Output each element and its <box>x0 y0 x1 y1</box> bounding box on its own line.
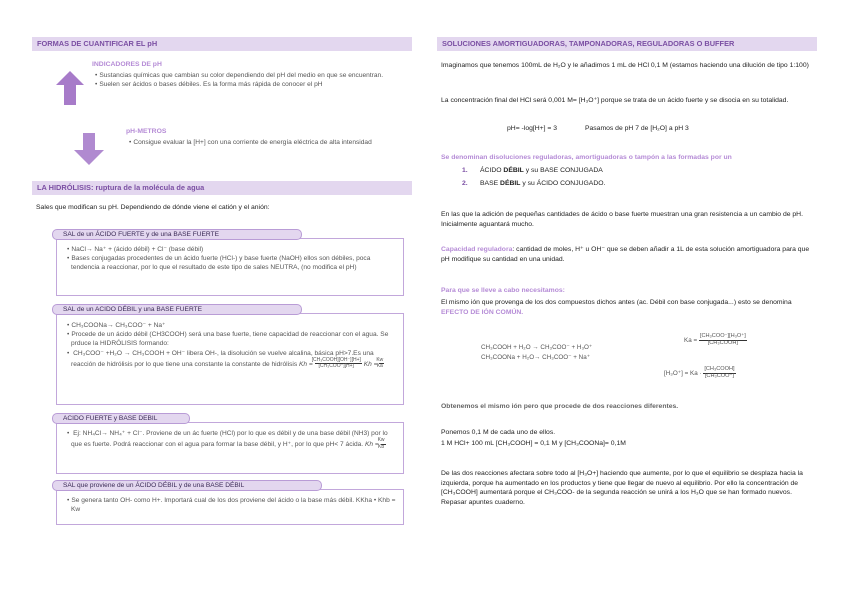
indicadores-block <box>92 61 392 89</box>
arrow-down-icon <box>74 133 104 165</box>
box1-content <box>64 245 398 273</box>
box4-item-1: • Se genera tanto OH- como H+. Importará cual de los dos proviene del ácido o la base más débil. KKha • Khb = Kw <box>64 496 398 514</box>
capacidad-reguladora: Capacidad reguladora: cantidad de moles, H⁺ u OH⁻ que se deben añadir a 1L de esta solución amortiguadora para que pH modifique su cantidad en una unidad. <box>441 246 810 263</box>
box3-content <box>64 429 398 450</box>
box2-content <box>64 321 398 370</box>
indicadores-item-1: • Sustancias químicas que cambian su color dependiendo del pH del medio en que se encuentran. <box>92 71 392 80</box>
buffer-ph-line: pH= -log[H+] = 3 Pasamos de pH 7 de [H₂O] a pH 3 <box>507 125 689 132</box>
section-header-buffer: SOLUCIONES AMORTIGUADORAS, TAMPONADORAS, REGULADORAS O BUFFER <box>437 37 817 51</box>
h3o-formula: [H₃O⁺] = Ka · $\frac{\text{[CH₃COOH]}}{\text{[CH₃COO⁻]}}$ <box>664 366 735 379</box>
reguladoras-list <box>462 166 762 188</box>
obtenemos-heading: Obtenemos el mismo ión pero que procede de dos reacciones diferentes. <box>441 403 679 410</box>
arrow-up-icon <box>56 71 84 105</box>
list-item: 1. ÁCIDO DÉBIL y su BASE CONJUGADA <box>462 167 603 174</box>
buffer-p8: De las dos reacciones afectara sobre todo al [H₃O+] haciendo que aumente, por lo que el equilibrio se desplaza hacia la izquierda, porque ha aumentado en los productos y tiene que llegar de nuevo al equilibrio. Por ello la concentración de [CH₃COOH] aumentará porque el CH₃COO- de la segunda reacción se unirá a los H₃O que se han formado nuevos. Repasar apuntes cuaderno. <box>441 470 803 506</box>
phmetros-title: pH-METROS <box>126 128 167 135</box>
buffer-p2: La concentración final del HCl será 0,001 M= [H₃O⁺] porque se trata de un ácido fuerte y se disocia en su totalidad. <box>441 97 789 104</box>
kh-formula-1: Kh = $\frac{\text{[CH₃COOH][OH⁻][H+]}}{\text{[CH₃COO⁻][H+]}}$ Kh = $\frac{Kw}{Ka}$ <box>299 356 384 370</box>
equation-1: CH₃COOH + H₂O → CH₃COO⁻ + H₃O⁺ <box>481 344 593 351</box>
ka-formula: Ka = $\frac{\text{[CH₃COO⁻][H₃O⁺]}}{\text{[CH₃COOH]}}$ <box>684 333 746 346</box>
para-heading: Para que se lleve a cabo necesitamos: <box>441 287 565 294</box>
box1-item-2: • Bases conjugadas procedentes de un ácido fuerte (HCl-) y base fuerte (NaOH) ellos son débiles, poca tendencia a reaccionar, por lo que el resultado de este tipo de sales NEUTRA, (no modifica el pH) <box>64 254 398 272</box>
box4-title: SAL que proviene de un ÁCIDO DÉBIL y de una BASE DÉBIL <box>52 480 322 491</box>
box1-item-1: • NaCl→ Na⁺ + (ácido débil) + Cl⁻ (base débil) <box>64 245 398 254</box>
kh-formula-2: Kh = $\frac{Kw}{Kb}$ <box>364 437 385 450</box>
list-item: 2. BASE DÉBIL y su ÁCIDO CONJUGADO. <box>462 179 606 187</box>
box4-content <box>64 496 398 514</box>
reguladoras-heading: Se denominan disoluciones reguladoras, amortiguadoras o tampón a las formadas por un <box>441 154 732 161</box>
indicadores-item-2: • Suelen ser ácidos o bases débiles. Es la forma más rápida de conocer el pH <box>92 80 392 89</box>
buffer-p7: 1 M HCl+ 100 mL [CH₃COOH] = 0,1 M y [CH₃COONa]= 0,1M <box>441 440 626 447</box>
phmetros-item-1: • Consigue evaluar la [H+] con una corriente de energía eléctrica de alta intensidad <box>126 138 396 147</box>
ion-comun: El mismo ión que provenga de los dos compuestos dichos antes (ac. Débil con base conjugada...) esto se denomina EFECTO DE IÓN COMÚN. <box>441 299 792 316</box>
equation-2: CH₃COONa + H₂O→ CH₃COO⁻ + Na⁺ <box>481 354 591 361</box>
section-header-hidrolisis: LA HIDRÓLISIS: ruptura de la molécula de agua <box>32 181 412 195</box>
buffer-p6: Ponemos 0,1 M de cada uno de ellos. <box>441 429 556 436</box>
indicadores-title: INDICADORES DE pH <box>92 61 162 68</box>
hidrolisis-intro: Sales que modifican su pH. Dependiendo de dónde viene el catión y el anión: <box>36 204 270 211</box>
equations <box>481 343 701 363</box>
buffer-p1: Imaginamos que tenemos 100mL de H₂O y le añadimos 1 mL de HCl 0,1 M (estamos haciendo una dilución de tipo 1:100) <box>441 62 809 69</box>
box3-title: ACIDO FUERTE y BASE DEBIL <box>52 413 190 424</box>
box2-item-2: • Procede de un ácido débil (CH3COOH) será una base fuerte, tiene capacidad de reaccionar con el agua. Se prduce la HIDRÓLISIS formando: <box>64 330 398 348</box>
phmetros-block <box>126 128 396 147</box>
buffer-p4: En las que la adición de pequeñas cantidades de ácido o base fuerte muestran una gran resistencia a un cambio de pH. Inicialmente aguantará mucho. <box>441 211 803 228</box>
box3-item-1: • Ej: NH₄Cl→ NH₄⁺ + Cl⁻. Proviene de un ác fuerte (HCl) por lo que es débil y de una base débil (NH3) por lo que es fuerte. Podrá reaccionar con el agua para formar la base débil, y H⁺, por lo que pH< 7 ácida. Kh = $\frac{Kw}{Kb}$ <box>64 429 398 450</box>
box2-item-3: • CH₃COO⁻ +H₂O → CH₃COOH + OH⁻ libera OH-, la disolución se vuelve alcalina, básica pH>7.Es una reacción de hidrólisis por lo que tiene una constante la constante de hidrólisis Kh = $\frac{\text{[CH₃COOH][OH⁻][H+]}}{\text{[CH₃COO⁻][H+]}}$ Kh = $\frac{Kw}{Ka}$ <box>64 349 398 370</box>
box2-title: SAL de un ACIDO DÉBIL y una BASE FUERTE <box>52 304 302 315</box>
section-header-cuantificar: FORMAS DE CUANTIFICAR EL pH <box>32 37 412 51</box>
box2-item-1: • CH₃COONa→ CH₃COO⁻ + Na⁺ <box>64 321 398 330</box>
box1-title: SAL de un ÁCIDO FUERTE y de una BASE FUERTE <box>52 229 302 240</box>
